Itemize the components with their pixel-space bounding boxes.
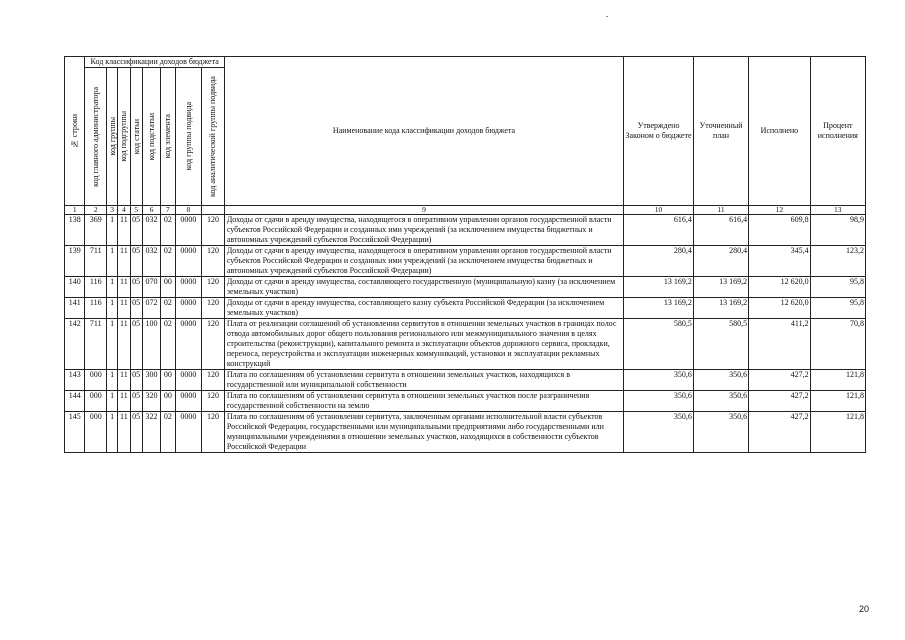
table-row bbox=[65, 412, 866, 453]
cell-approved: 13 169,2 bbox=[624, 277, 694, 298]
col-number: 3 bbox=[106, 206, 117, 215]
cell-sgrp: 0000 bbox=[175, 215, 202, 246]
table-row bbox=[65, 215, 866, 246]
table-row bbox=[65, 277, 866, 298]
cell-percent: 123,2 bbox=[810, 246, 865, 277]
col-number: 1 bbox=[65, 206, 85, 215]
cell-no: 145 bbox=[65, 412, 85, 453]
cell-executed: 609,8 bbox=[749, 215, 810, 246]
header-code-article: код статьи bbox=[130, 68, 142, 206]
cell-agrp: 120 bbox=[202, 246, 225, 277]
cell-agrp: 120 bbox=[202, 412, 225, 453]
cell-name: Плата по соглашениям об установлении сервитута в отношении земельных участков, находящихся в государственной или муниципальной собственности bbox=[224, 370, 623, 391]
header-code-subarticle: код подстатьи bbox=[142, 68, 160, 206]
cell-grp: 1 bbox=[106, 246, 117, 277]
cell-percent: 121,8 bbox=[810, 391, 865, 412]
cell-sgrp: 0000 bbox=[175, 391, 202, 412]
col-number: 9 bbox=[224, 206, 623, 215]
cell-el: 00 bbox=[161, 370, 175, 391]
cell-name: Плата от реализации соглашений об установлении сервитутов в отношении земельных участков в границах полос отвода автомобильных дорог общего пользования регионального или межмуниципального значения в целях строительства (реконструкции), капитального ремонта и эксплуатации объектов дорожного сервиса, прокладки, переноса, переустройства и эксплуатации инженерных коммуникаций, установки и эксплуатации рекламных конструкций bbox=[224, 319, 623, 370]
header-code-subgroup: код подгруппы bbox=[118, 68, 130, 206]
cell-el: 02 bbox=[161, 246, 175, 277]
col-number: 11 bbox=[693, 206, 748, 215]
cell-name: Плата по соглашениям об установлении сервитута, заключенным органами исполнительной власти субъектов Российской Федерации, государственными или муниципальными предприятиями либо государственными или муниципальными учреждениями в отношении земельных участков, находящихся в собственности субъектов Российской Федерации bbox=[224, 412, 623, 453]
cell-percent: 95,8 bbox=[810, 277, 865, 298]
cell-agrp: 120 bbox=[202, 215, 225, 246]
cell-no: 141 bbox=[65, 298, 85, 319]
col-number: 6 bbox=[142, 206, 160, 215]
cell-approved: 350,6 bbox=[624, 370, 694, 391]
cell-approved: 280,4 bbox=[624, 246, 694, 277]
cell-admin: 711 bbox=[85, 319, 107, 370]
cell-el: 00 bbox=[161, 277, 175, 298]
cell-approved: 616,4 bbox=[624, 215, 694, 246]
cell-percent: 70,8 bbox=[810, 319, 865, 370]
cell-subart: 322 bbox=[142, 412, 160, 453]
cell-refined: 350,6 bbox=[693, 391, 748, 412]
cell-executed: 12 620,0 bbox=[749, 298, 810, 319]
cell-sgrp: 0000 bbox=[175, 246, 202, 277]
cell-grp: 1 bbox=[106, 298, 117, 319]
header-code-subtype-group: код группы подвида bbox=[175, 68, 202, 206]
cell-executed: 12 620,0 bbox=[749, 277, 810, 298]
cell-sub: 11 bbox=[118, 298, 130, 319]
header-code-group: Код классификации доходов бюджета bbox=[85, 57, 224, 68]
cell-admin: 116 bbox=[85, 277, 107, 298]
cell-el: 00 bbox=[161, 391, 175, 412]
col-number: 8 bbox=[175, 206, 202, 215]
page-number: 20 bbox=[858, 604, 869, 614]
cell-name: Доходы от сдачи в аренду имущества, находящегося в оперативном управлении органов государственной власти субъектов Российской Федерации и созданных ими учреждений (за исключением имущества бюджетных и автономных учреждений субъектов Российской Федерации) bbox=[224, 246, 623, 277]
cell-agrp: 120 bbox=[202, 277, 225, 298]
col-number: 2 bbox=[85, 206, 107, 215]
cell-admin: 000 bbox=[85, 370, 107, 391]
cell-refined: 13 169,2 bbox=[693, 298, 748, 319]
cell-el: 02 bbox=[161, 412, 175, 453]
table-body bbox=[65, 215, 866, 453]
cell-sub: 11 bbox=[118, 412, 130, 453]
cell-admin: 000 bbox=[85, 391, 107, 412]
cell-art: 05 bbox=[130, 246, 142, 277]
cell-sub: 11 bbox=[118, 391, 130, 412]
col-number: 5 bbox=[130, 206, 142, 215]
table-row bbox=[65, 391, 866, 412]
header-approved: Утверждено Законом о бюджете bbox=[624, 57, 694, 206]
cell-agrp: 120 bbox=[202, 391, 225, 412]
cell-name: Доходы от сдачи в аренду имущества, составляющего казну субъекта Российской Федерации (за исключением земельных участков) bbox=[224, 298, 623, 319]
cell-name: Доходы от сдачи в аренду имущества, находящегося в оперативном управлении органов государственной власти субъектов Российской Федерации и созданных ими учреждений (за исключением имущества бюджетных и автономных учреждений субъектов Российской Федерации) bbox=[224, 215, 623, 246]
cell-el: 02 bbox=[161, 298, 175, 319]
cell-subart: 070 bbox=[142, 277, 160, 298]
cell-grp: 1 bbox=[106, 412, 117, 453]
cell-art: 05 bbox=[130, 215, 142, 246]
cell-art: 05 bbox=[130, 412, 142, 453]
cell-el: 02 bbox=[161, 215, 175, 246]
cell-art: 05 bbox=[130, 298, 142, 319]
cell-no: 140 bbox=[65, 277, 85, 298]
cell-no: 138 bbox=[65, 215, 85, 246]
cell-grp: 1 bbox=[106, 215, 117, 246]
table-row bbox=[65, 370, 866, 391]
cell-name: Плата по соглашениям об установлении сервитута в отношении земельных участков после разграничения государственной собственности на землю bbox=[224, 391, 623, 412]
cell-grp: 1 bbox=[106, 391, 117, 412]
cell-sgrp: 0000 bbox=[175, 370, 202, 391]
table-row bbox=[65, 319, 866, 370]
header-name: Наименование кода классификации доходов бюджета bbox=[224, 57, 623, 206]
col-number: 10 bbox=[624, 206, 694, 215]
cell-sgrp: 0000 bbox=[175, 412, 202, 453]
header-code-element: код элемента bbox=[161, 68, 175, 206]
cell-executed: 411,2 bbox=[749, 319, 810, 370]
col-number: 4 bbox=[118, 206, 130, 215]
header-code-grp: код группы bbox=[106, 68, 117, 206]
cell-approved: 350,6 bbox=[624, 412, 694, 453]
cell-subart: 072 bbox=[142, 298, 160, 319]
cell-subart: 320 bbox=[142, 391, 160, 412]
cell-sub: 11 bbox=[118, 215, 130, 246]
cell-subart: 100 bbox=[142, 319, 160, 370]
cell-grp: 1 bbox=[106, 319, 117, 370]
cell-subart: 032 bbox=[142, 246, 160, 277]
cell-refined: 280,4 bbox=[693, 246, 748, 277]
cell-admin: 116 bbox=[85, 298, 107, 319]
col-number: 7 bbox=[161, 206, 175, 215]
cell-percent: 121,8 bbox=[810, 412, 865, 453]
table-row bbox=[65, 246, 866, 277]
cell-executed: 427,2 bbox=[749, 391, 810, 412]
cell-art: 05 bbox=[130, 391, 142, 412]
cell-subart: 300 bbox=[142, 370, 160, 391]
header-code-analytic-group: код аналитической группы подвида bbox=[202, 68, 225, 206]
cell-agrp: 120 bbox=[202, 370, 225, 391]
header-executed: Исполнено bbox=[749, 57, 810, 206]
cell-approved: 580,5 bbox=[624, 319, 694, 370]
cell-executed: 427,2 bbox=[749, 370, 810, 391]
cell-sgrp: 0000 bbox=[175, 298, 202, 319]
cell-el: 02 bbox=[161, 319, 175, 370]
cell-admin: 369 bbox=[85, 215, 107, 246]
cell-approved: 13 169,2 bbox=[624, 298, 694, 319]
cell-sub: 11 bbox=[118, 319, 130, 370]
cell-sgrp: 0000 bbox=[175, 277, 202, 298]
header-refined: Уточненный план bbox=[693, 57, 748, 206]
cell-percent: 95,8 bbox=[810, 298, 865, 319]
cell-admin: 711 bbox=[85, 246, 107, 277]
cell-agrp: 120 bbox=[202, 298, 225, 319]
header-row-no: № строки bbox=[65, 57, 85, 206]
cell-refined: 580,5 bbox=[693, 319, 748, 370]
header-percent: Процент исполнения bbox=[810, 57, 865, 206]
cell-sgrp: 0000 bbox=[175, 319, 202, 370]
cell-refined: 350,6 bbox=[693, 412, 748, 453]
budget-revenue-table bbox=[64, 56, 866, 453]
cell-refined: 13 169,2 bbox=[693, 277, 748, 298]
cell-art: 05 bbox=[130, 370, 142, 391]
cell-refined: 350,6 bbox=[693, 370, 748, 391]
cell-sub: 11 bbox=[118, 277, 130, 298]
cell-executed: 345,4 bbox=[749, 246, 810, 277]
cell-grp: 1 bbox=[106, 277, 117, 298]
cell-art: 05 bbox=[130, 277, 142, 298]
cell-sub: 11 bbox=[118, 370, 130, 391]
cell-art: 05 bbox=[130, 319, 142, 370]
column-number-row bbox=[65, 206, 866, 215]
cell-sub: 11 bbox=[118, 246, 130, 277]
cell-agrp: 120 bbox=[202, 319, 225, 370]
cell-approved: 350,6 bbox=[624, 391, 694, 412]
cell-percent: 121,8 bbox=[810, 370, 865, 391]
cell-no: 144 bbox=[65, 391, 85, 412]
cell-grp: 1 bbox=[106, 370, 117, 391]
col-number: 13 bbox=[810, 206, 865, 215]
cell-admin: 000 bbox=[85, 412, 107, 453]
scan-speck bbox=[606, 16, 608, 17]
cell-no: 143 bbox=[65, 370, 85, 391]
cell-subart: 032 bbox=[142, 215, 160, 246]
cell-percent: 98,9 bbox=[810, 215, 865, 246]
cell-no: 139 bbox=[65, 246, 85, 277]
cell-executed: 427,2 bbox=[749, 412, 810, 453]
cell-no: 142 bbox=[65, 319, 85, 370]
cell-refined: 616,4 bbox=[693, 215, 748, 246]
cell-name: Доходы от сдачи в аренду имущества, составляющего государственную (муниципальную) казну (за исключением земельных участков) bbox=[224, 277, 623, 298]
col-number: 12 bbox=[749, 206, 810, 215]
header-code-admin: код главного администратора bbox=[85, 68, 107, 206]
table-row bbox=[65, 298, 866, 319]
